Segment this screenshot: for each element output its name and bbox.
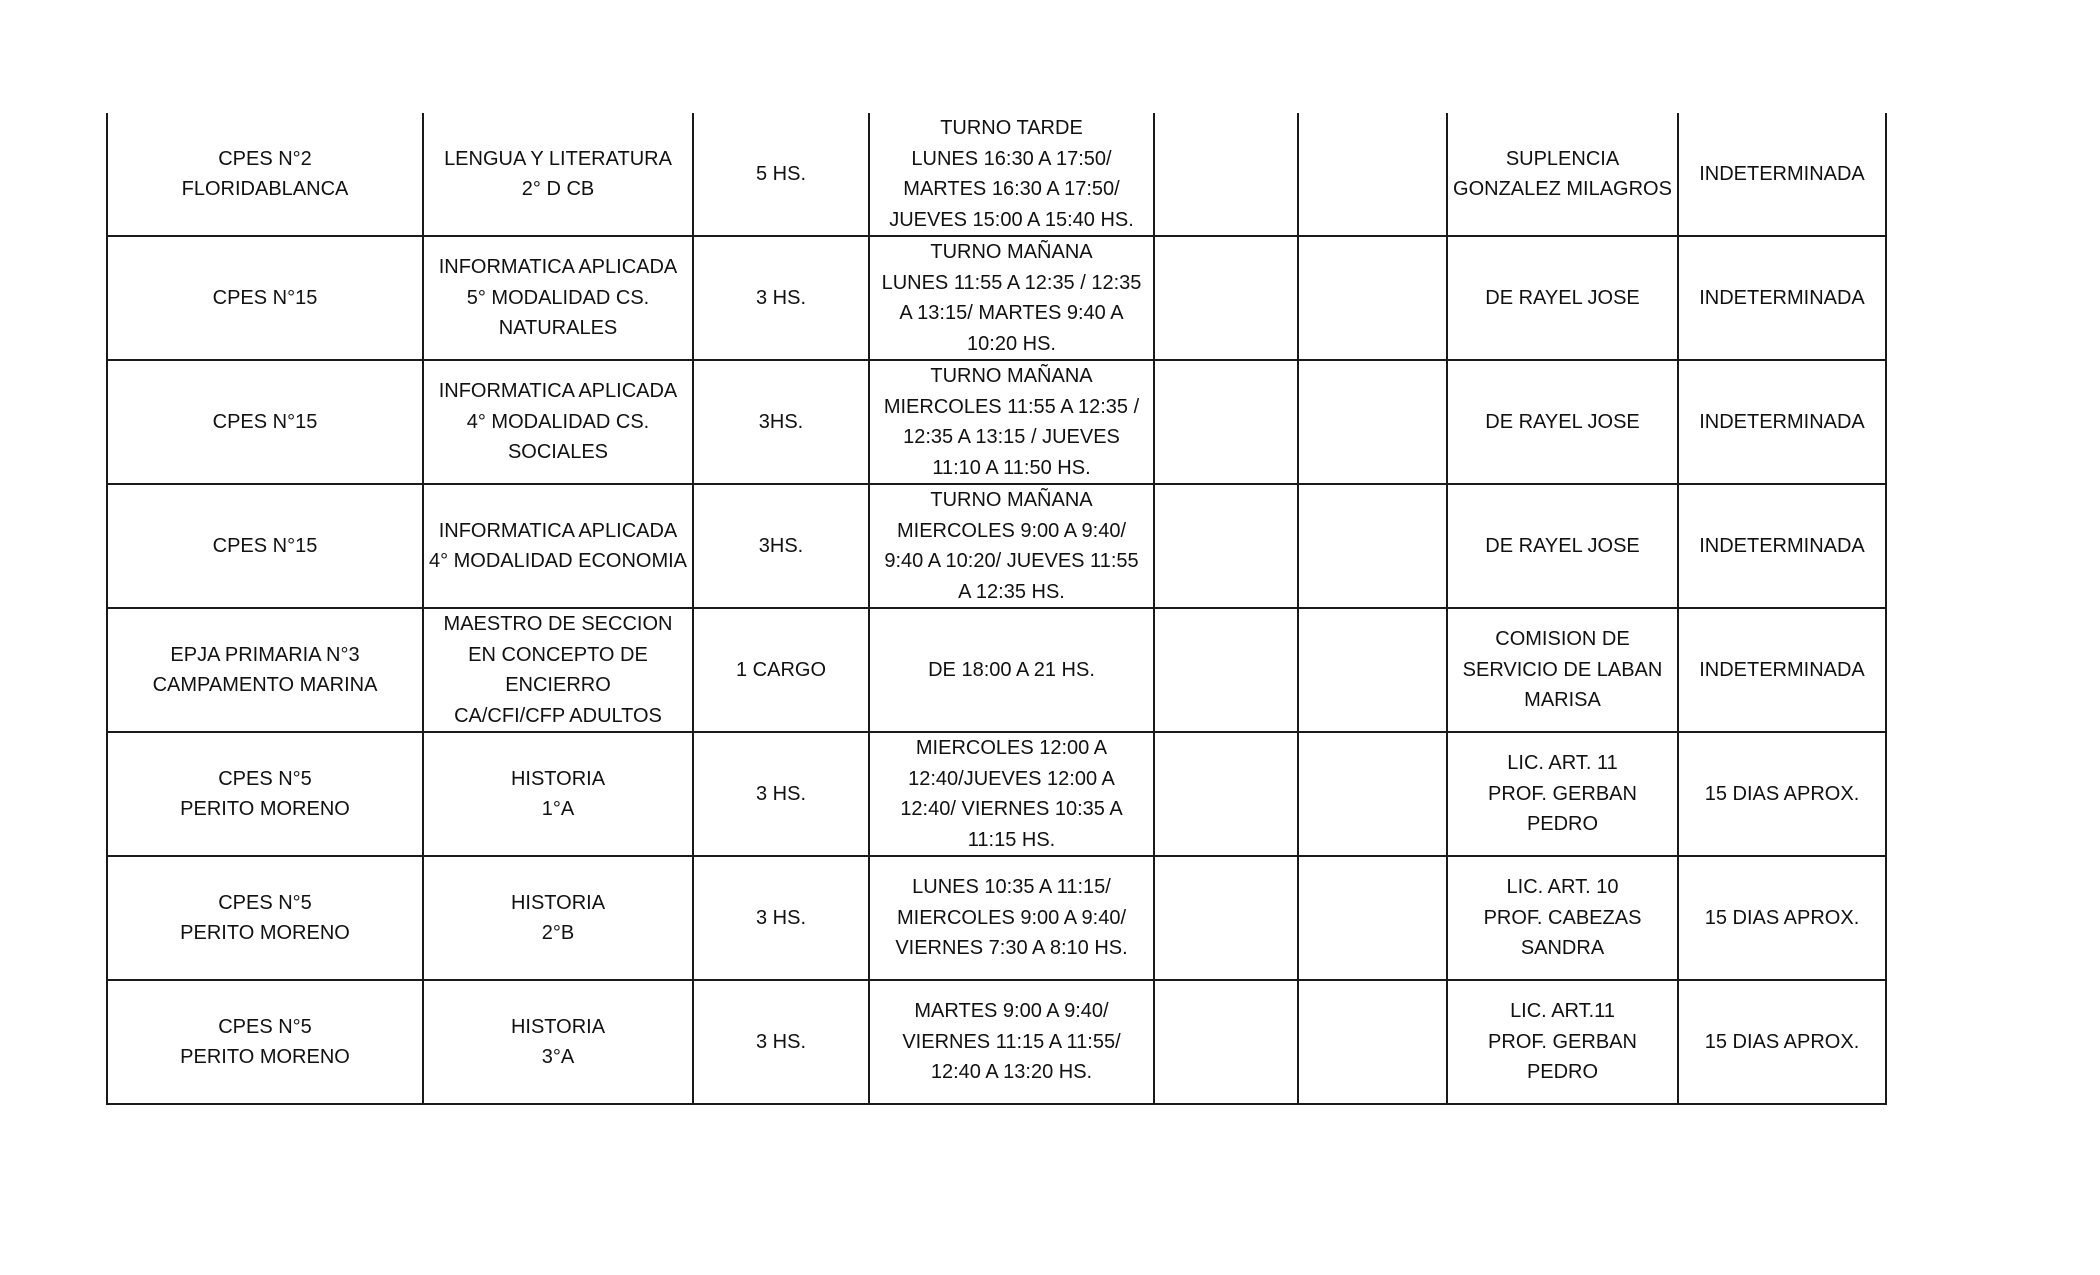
schedule-cell: TURNO MAÑANA MIERCOLES 11:55 A 12:35 / 12:35 A 13:15 / JUEVES 11:10 A 11:50 HS. xyxy=(869,360,1154,484)
reason-cell: LIC. ART. 10 PROF. CABEZAS SANDRA xyxy=(1447,856,1678,980)
duration-cell: 15 DIAS APROX. xyxy=(1678,732,1886,856)
school-cell: CPES N°15 xyxy=(107,484,423,608)
hours-cell: 5 HS. xyxy=(693,113,869,236)
vacancy-table xyxy=(106,113,1887,1105)
duration-cell: INDETERMINADA xyxy=(1678,608,1886,732)
subject-cell: INFORMATICA APLICADA 4° MODALIDAD CS. SOCIALES xyxy=(423,360,693,484)
school-cell: CPES N°2 FLORIDABLANCA xyxy=(107,113,423,236)
document-page xyxy=(106,113,1885,1105)
table-row xyxy=(107,236,1886,360)
subject-cell: LENGUA Y LITERATURA 2° D CB xyxy=(423,113,693,236)
school-cell: CPES N°15 xyxy=(107,236,423,360)
empty-cell xyxy=(1298,360,1447,484)
hours-cell: 1 CARGO xyxy=(693,608,869,732)
duration-cell: INDETERMINADA xyxy=(1678,236,1886,360)
duration-cell: 15 DIAS APROX. xyxy=(1678,856,1886,980)
schedule-cell: TURNO MAÑANA MIERCOLES 9:00 A 9:40/ 9:40 A 10:20/ JUEVES 11:55 A 12:35 HS. xyxy=(869,484,1154,608)
school-cell: CPES N°5 PERITO MORENO xyxy=(107,980,423,1104)
duration-cell: INDETERMINADA xyxy=(1678,113,1886,236)
table-row xyxy=(107,113,1886,236)
subject-cell: HISTORIA 3°A xyxy=(423,980,693,1104)
empty-cell xyxy=(1154,113,1298,236)
empty-cell xyxy=(1154,856,1298,980)
reason-cell: SUPLENCIA GONZALEZ MILAGROS xyxy=(1447,113,1678,236)
empty-cell xyxy=(1154,484,1298,608)
table-row xyxy=(107,856,1886,980)
empty-cell xyxy=(1298,113,1447,236)
schedule-cell: MARTES 9:00 A 9:40/ VIERNES 11:15 A 11:55/ 12:40 A 13:20 HS. xyxy=(869,980,1154,1104)
empty-cell xyxy=(1298,732,1447,856)
schedule-cell: MIERCOLES 12:00 A 12:40/JUEVES 12:00 A 12:40/ VIERNES 10:35 A 11:15 HS. xyxy=(869,732,1154,856)
hours-cell: 3HS. xyxy=(693,360,869,484)
empty-cell xyxy=(1298,608,1447,732)
reason-cell: LIC. ART.11 PROF. GERBAN PEDRO xyxy=(1447,980,1678,1104)
school-cell: EPJA PRIMARIA N°3 CAMPAMENTO MARINA xyxy=(107,608,423,732)
table-row xyxy=(107,360,1886,484)
empty-cell xyxy=(1298,484,1447,608)
empty-cell xyxy=(1154,608,1298,732)
reason-cell: DE RAYEL JOSE xyxy=(1447,484,1678,608)
schedule-cell: TURNO MAÑANA LUNES 11:55 A 12:35 / 12:35 A 13:15/ MARTES 9:40 A 10:20 HS. xyxy=(869,236,1154,360)
table-row xyxy=(107,608,1886,732)
hours-cell: 3 HS. xyxy=(693,236,869,360)
subject-cell: INFORMATICA APLICADA 4° MODALIDAD ECONOMIA xyxy=(423,484,693,608)
schedule-cell: TURNO TARDE LUNES 16:30 A 17:50/ MARTES 16:30 A 17:50/ JUEVES 15:00 A 15:40 HS. xyxy=(869,113,1154,236)
subject-cell: HISTORIA 2°B xyxy=(423,856,693,980)
duration-cell: INDETERMINADA xyxy=(1678,360,1886,484)
reason-cell: DE RAYEL JOSE xyxy=(1447,360,1678,484)
empty-cell xyxy=(1298,856,1447,980)
school-cell: CPES N°5 PERITO MORENO xyxy=(107,732,423,856)
reason-cell: LIC. ART. 11 PROF. GERBAN PEDRO xyxy=(1447,732,1678,856)
empty-cell xyxy=(1154,980,1298,1104)
hours-cell: 3 HS. xyxy=(693,732,869,856)
hours-cell: 3HS. xyxy=(693,484,869,608)
subject-cell: INFORMATICA APLICADA 5° MODALIDAD CS. NATURALES xyxy=(423,236,693,360)
schedule-cell: DE 18:00 A 21 HS. xyxy=(869,608,1154,732)
subject-cell: MAESTRO DE SECCION EN CONCEPTO DE ENCIERRO CA/CFI/CFP ADULTOS xyxy=(423,608,693,732)
empty-cell xyxy=(1154,732,1298,856)
school-cell: CPES N°5 PERITO MORENO xyxy=(107,856,423,980)
hours-cell: 3 HS. xyxy=(693,980,869,1104)
reason-cell: DE RAYEL JOSE xyxy=(1447,236,1678,360)
table-row xyxy=(107,484,1886,608)
subject-cell: HISTORIA 1°A xyxy=(423,732,693,856)
duration-cell: INDETERMINADA xyxy=(1678,484,1886,608)
table-row xyxy=(107,732,1886,856)
duration-cell: 15 DIAS APROX. xyxy=(1678,980,1886,1104)
school-cell: CPES N°15 xyxy=(107,360,423,484)
reason-cell: COMISION DE SERVICIO DE LABAN MARISA xyxy=(1447,608,1678,732)
empty-cell xyxy=(1154,236,1298,360)
hours-cell: 3 HS. xyxy=(693,856,869,980)
schedule-cell: LUNES 10:35 A 11:15/ MIERCOLES 9:00 A 9:40/ VIERNES 7:30 A 8:10 HS. xyxy=(869,856,1154,980)
empty-cell xyxy=(1298,980,1447,1104)
empty-cell xyxy=(1154,360,1298,484)
empty-cell xyxy=(1298,236,1447,360)
table-row xyxy=(107,980,1886,1104)
